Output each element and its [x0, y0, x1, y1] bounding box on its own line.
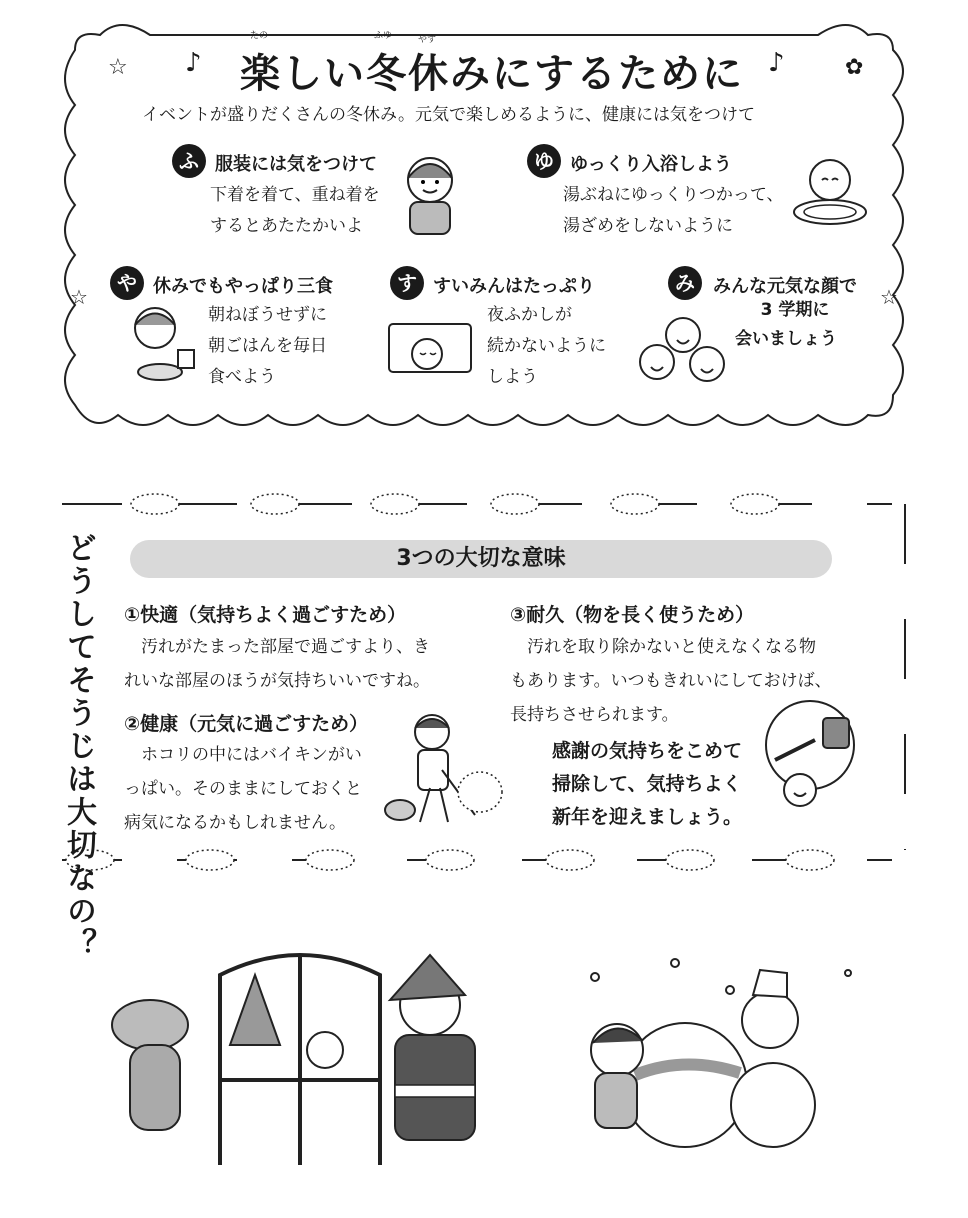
star-icon: ☆ [70, 285, 88, 309]
flower-icon: ✿ [845, 55, 864, 80]
vacuum-boy-illustration [380, 710, 505, 830]
tip-badge: ゆ [527, 144, 561, 178]
page-title: 楽しい冬休みにするために [240, 51, 744, 97]
tip-body: 湯ぶねにゆっくりつかって、 湯ざめをしないように [563, 185, 784, 236]
point-heading: ①快適（気持ちよく過ごすため） [124, 604, 407, 626]
child-breakfast-illustration [120, 300, 200, 385]
tip-heading: ゆっくり入浴しよう [570, 154, 732, 175]
point-body: 汚れを取り除かないと使えなくなる物 もあります。いつもきれいにしておけば、 長持ちさせられます。 [510, 637, 832, 725]
tip-badge: み [668, 266, 702, 300]
sleeping-child-illustration [385, 318, 475, 378]
title-ruby: たの [250, 31, 269, 41]
santa-window-illustration [90, 950, 510, 1170]
happy-children-illustration [635, 310, 730, 390]
star-icon: ☆ [880, 285, 898, 309]
tip-body: 夜ふかしが 続かないように しよう [487, 305, 606, 387]
point-heading: ②健康（元気に過ごすため） [124, 713, 369, 735]
intro-text: イベントが盛りだくさんの冬休み。元気で楽しめるように、健康には気をつけて [142, 105, 756, 125]
vertical-title: どうしてそうじは大切なの？ [61, 532, 96, 961]
star-icon: ☆ [108, 55, 128, 80]
tip-heading: みんな元気な顔で [713, 276, 857, 297]
winter-tips-panel [0, 0, 968, 440]
title-ruby: やす [418, 35, 437, 45]
title-ruby: ふゆ [374, 31, 393, 41]
boy-cleaning-illustration [755, 700, 865, 830]
point-heading: ③耐久（物を長く使うため） [510, 604, 755, 626]
tip-body: 下着を着て、重ね着を するとあたたかいよ [210, 185, 380, 236]
bath-illustration [790, 150, 870, 230]
closing-message: 感謝の気持ちをこめて 掃除して、気持ちよく 新年を迎えましょう。 [552, 740, 743, 828]
child-sweater-illustration [395, 150, 465, 240]
music-note-icon: ♪ [185, 48, 202, 78]
tip-badge: す [390, 266, 424, 300]
tip-badge: や [110, 266, 144, 300]
snowman-illustration [565, 955, 885, 1175]
tip-body: 朝ねぼうせずに 朝ごはんを毎日 食べよう [208, 305, 327, 387]
heading-bar-title: 3つの大切な意味 [396, 546, 566, 571]
tip-heading: 休みでもやっぱり三食 [153, 276, 333, 297]
tip-body: 3 学期に 会いましょう [735, 300, 837, 349]
tip-badge: ふ [172, 144, 206, 178]
point-body: 汚れがたまった部屋で過ごすより、き れいな部屋のほうが気持ちいいですね。 [124, 637, 430, 691]
tip-heading: 服装には気をつけて [215, 154, 377, 175]
point-body: ホコリの中にはバイキンがい っぱい。そのままにしておくと 病気になるかもしれません。 [124, 745, 362, 833]
tip-heading: すいみんはたっぷり [433, 276, 595, 297]
music-note-icon: ♪ [768, 48, 785, 78]
